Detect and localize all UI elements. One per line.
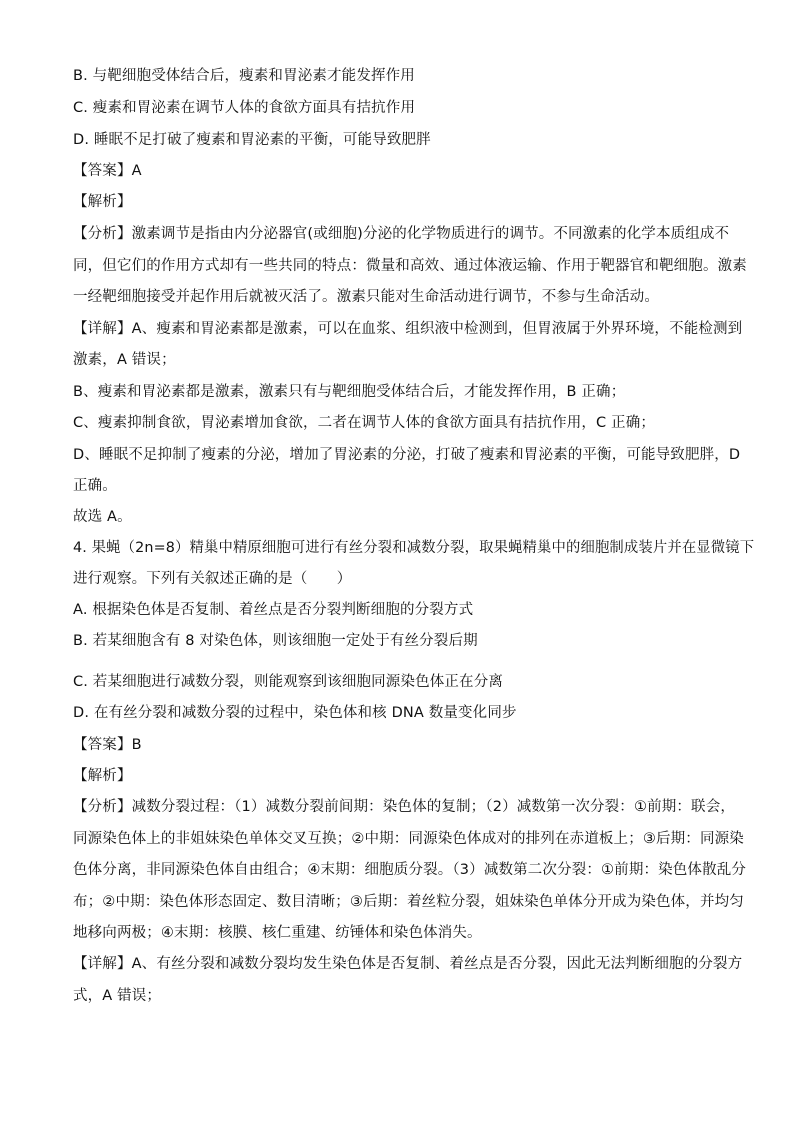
answer-label: 【答案】A (73, 163, 142, 179)
detail-line-5: D、睡眠不足抑制了瘦素的分泌，增加了胃泌素的分泌，打破了瘦素和胃泌素的平衡，可能导致肥胖，D (73, 447, 741, 463)
detail-line-6: 正确。 (73, 478, 117, 494)
q4-analysis-line-1: 【分析】减数分裂过程：（1）减数分裂前间期：染色体的复制；（2）减数第一次分裂：①前期：联会， (73, 799, 735, 815)
option-c-line: C. 瘦素和胃泌素在调节人体的食欲方面具有拮抗作用 (73, 100, 416, 116)
detail-line-1: 【详解】A、瘦素和胃泌素都是激素，可以在血浆、组织液中检测到，但胃液属于外界环境，不能检测到 (73, 321, 743, 337)
analysis-line-3: 一经靶细胞接受并起作用后就被灭活了。激素只能对生命活动进行调节，不参与生命活动。 (73, 289, 659, 305)
option-d-line: D. 睡眠不足打破了瘦素和胃泌素的平衡，可能导致肥胖 (73, 132, 431, 148)
q4-detail-line-1: 【详解】A、有丝分裂和减数分裂均发生染色体是否复制、着丝点是否分裂，因此无法判断细胞的分裂方 (73, 956, 743, 972)
q4-analysis-line-2: 同源染色体上的非姐妹染色单体交叉互换；②中期：同源染色体成对的排列在赤道板上；③后期：同源染 (73, 831, 744, 847)
q4-option-b: B. 若某细胞含有 8 对染色体，则该细胞一定处于有丝分裂后期 (73, 633, 478, 649)
q4-analysis-heading: 【解析】 (73, 768, 132, 784)
q4-analysis-line-3: 色体分离，非同源染色体自由组合；④末期：细胞质分裂。（3）减数第二次分裂：①前期：染色体散乱分 (73, 862, 747, 878)
detail-line-2: 激素，A 错误； (73, 352, 176, 368)
conclusion-line: 故选 A。 (73, 509, 132, 525)
analysis-line-1: 【分析】激素调节是指由内分泌器官(或细胞)分泌的化学物质进行的调节。不同激素的化学本质组成不 (73, 226, 730, 242)
analysis-line-2: 同，但它们的作用方式却有一些共同的特点：微量和高效、通过体液运输、作用于靶器官和靶细胞。激素 (73, 258, 747, 274)
analysis-heading: 【解析】 (73, 194, 132, 210)
q4-answer-label: 【答案】B (73, 737, 142, 753)
detail-line-4: C、瘦素抑制食欲，胃泌素增加食欲，二者在调节人体的食欲方面具有拮抗作用，C 正确； (73, 415, 656, 431)
q4-option-d: D. 在有丝分裂和减数分裂的过程中，染色体和核 DNA 数量变化同步 (73, 705, 517, 721)
q4-detail-line-2: 式，A 错误； (73, 988, 162, 1004)
q4-analysis-line-5: 地移向两极；④末期：核膜、核仁重建、纺锤体和染色体消失。 (73, 925, 482, 941)
q4-option-a: A. 根据染色体是否复制、着丝点是否分裂判断细胞的分裂方式 (73, 602, 474, 618)
option-b-line: B. 与靶细胞受体结合后，瘦素和胃泌素才能发挥作用 (73, 68, 415, 84)
detail-line-3: B、瘦素和胃泌素都是激素，激素只有与靶细胞受体结合后，才能发挥作用，B 正确； (73, 384, 626, 400)
q4-option-c: C. 若某细胞进行减数分裂，则能观察到该细胞同源染色体正在分离 (73, 674, 503, 690)
question-4-line-2: 进行观察。下列有关叙述正确的是（ ） (73, 571, 352, 587)
q4-analysis-line-4: 布；②中期：染色体形态固定、数目清晰；③后期：着丝粒分裂，姐妹染色单体分开成为染色体，并均匀 (73, 894, 744, 910)
question-4-line-1: 4. 果蝇（2n=8）精巢中精原细胞可进行有丝分裂和减数分裂，取果蝇精巢中的细胞制成装片并在显微镜下 (73, 540, 755, 556)
